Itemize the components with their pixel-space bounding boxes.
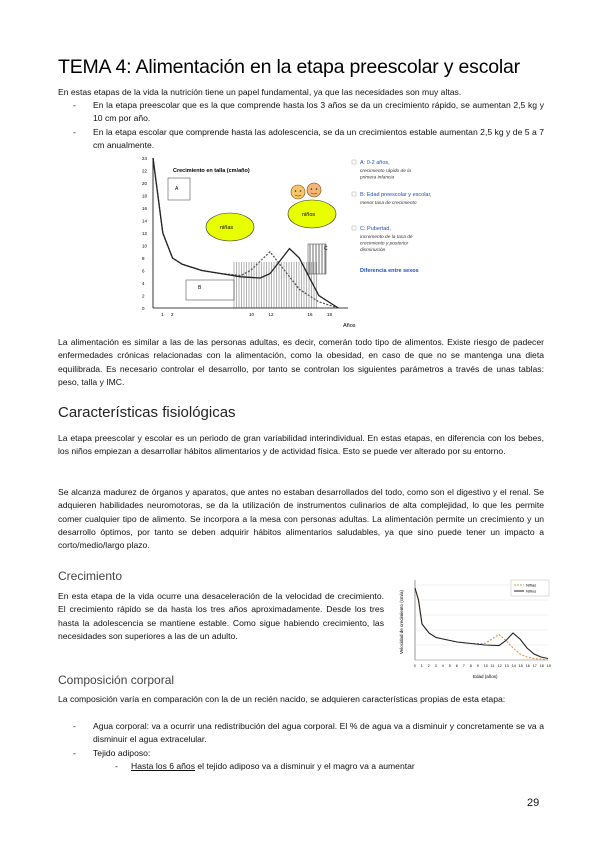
stage-box-b-label: B	[198, 285, 202, 291]
legend-item-desc: disminución	[360, 248, 386, 253]
legend-item-desc: incremento de la tasa de	[360, 235, 413, 240]
crecimiento-title: Crecimiento	[58, 569, 123, 583]
bullet-marker: -	[73, 127, 76, 137]
x-tick-label: 2	[171, 312, 174, 317]
composicion-title: Composición corporal	[58, 673, 175, 687]
sub-bullet-underlined: Hasta los 6 años	[131, 761, 196, 771]
x-axis-label: Años	[343, 323, 356, 329]
x-tick-label: 6	[455, 664, 458, 668]
bullet-escolar: En la etapa escolar que comprende hasta las adolescencia, se da un crecimientos estable aumentan 2,5 kg y de 5 a 7 cm anualmente.	[93, 127, 544, 151]
chart-legend	[511, 580, 549, 596]
girl-face-icon	[291, 185, 305, 199]
stage-box-a	[168, 178, 190, 200]
x-tick-label: 16	[307, 312, 313, 317]
sub-bullet-rest: el tejido adiposo va a disminuir y el magro va a aumentar	[195, 761, 415, 771]
page-title: TEMA 4: Alimentación en la etapa preescolar y escolar	[58, 56, 520, 78]
fisiologicas-paragraph-2: Se alcanza madurez de órganos y aparatos, que antes no estaban desarrollados del todo, como son el digestivo y el renal. Se adquieren habilidades neuromotoras, se da la utilización de instrumentos culinarios de alta complejidad, lo que les permite comer cualquier tipo de alimento. Se incorpora a la mesa con personas adultas. La alimentación permite un crecimiento y un desarrollo óptimos, por tanto se deben adquirir hábitos alimentarios saludables, ya que sino puede tener un impacto a corto/medio/largo plazo.	[58, 487, 544, 551]
stage-box-a-label: A	[175, 186, 179, 192]
x-tick-label: 14	[511, 664, 516, 668]
y-tick-label: 14	[142, 218, 148, 224]
legend-marker	[352, 192, 356, 196]
y-tick-label: 12	[142, 231, 148, 236]
x-tick-label: 0	[413, 664, 416, 668]
x-tick-label: 1	[420, 664, 423, 668]
y-tick-label: 0	[142, 306, 145, 311]
fisiologicas-paragraph-1: La etapa preescolar y escolar es un periodo de gran variabilidad interindividual. En estas etapas, en diferencia con los bebes, los niños empiezan a desarrollar hábitos alimentarios y de actividad física. Esto se puede ver alterado por su entorno.	[58, 433, 544, 457]
y-tick-label: 20	[142, 181, 148, 186]
x-tick-label: 12	[497, 664, 502, 668]
y-tick-label: 22	[142, 168, 148, 174]
legend-marker	[352, 160, 356, 164]
stage-box-b	[186, 280, 234, 300]
x-tick-label: 1	[161, 312, 164, 317]
bullet-marker: -	[73, 100, 76, 110]
x-tick-label: 7	[462, 664, 465, 668]
bullet-marker: -	[73, 721, 76, 731]
y-tick-label: 6	[142, 268, 145, 274]
boy-face-icon	[307, 183, 321, 197]
y-tick-label: 16	[142, 206, 148, 211]
y-tick-label: 10	[142, 243, 148, 249]
x-tick-label: 3	[434, 664, 437, 668]
x-tick-label: 19	[546, 664, 551, 668]
x-tick-label: 2	[427, 664, 430, 668]
boys-bubble-label: niños	[302, 212, 316, 218]
alimentacion-paragraph: La alimentación es similar a las de las personas adultas, es decir, comerán todo tipo de alimentos. Existe riesgo de padecer enfermedades crónicas relacionadas con la alimentación, como la obesidad, en caso de que no se mantenga una dieta equilibrada. Es necesario controlar el desarrollo, por tanto se controlan los siguientes parámetros a través de unas tablas: peso, talla y IMC.	[58, 337, 544, 387]
legend-item-desc: crecimiento y posterior	[360, 241, 409, 247]
stage-box-c-label: C	[324, 246, 328, 252]
x-tick-label: 18	[327, 312, 333, 317]
bullet-marker: -	[73, 748, 76, 758]
bullet-tejido-adiposo: Tejido adiposo:	[93, 748, 151, 758]
intro-paragraph: En estas etapas de la vida la nutrición tiene un papel fundamental, ya que las necesidades son muy altas.	[58, 87, 462, 97]
y-tick-label: 8	[142, 256, 145, 261]
bullet-preescolar: En la etapa preescolar que es la que comprende hasta los 3 años se da un crecimiento rápido, se aumentan 2,5 kg y 10 cm por año.	[93, 100, 544, 124]
crecimiento-paragraph: En esta etapa de la vida ocurre una desaceleración de la velocidad de crecimiento. El crecimiento rápido se da hasta los tres años aproximadamente. Desde los tres hasta la adolescencia se mantiene estable. Como sigue habiendo crecimiento, las necesidades son superiores a las de un adulto.	[58, 591, 384, 641]
girls-bubble-label: niñas	[220, 225, 234, 231]
legend-item-title: A: 0-2 años,	[360, 160, 390, 166]
legend-item-desc: primera infancia	[360, 175, 395, 181]
x-tick-label: 10	[249, 312, 255, 317]
legend-marker	[352, 226, 356, 230]
growth-velocity-by-sex-chart	[393, 574, 553, 686]
sub-bullet-marker: -	[115, 761, 118, 771]
y-tick-label: 24	[142, 156, 148, 161]
y-tick-label: 18	[142, 193, 148, 199]
x-tick-label: 13	[504, 664, 509, 668]
x-tick-label: 8	[469, 664, 472, 668]
chart-title: Crecimiento en talla (cm/año)	[173, 168, 250, 174]
x-axis-label: Edad (años)	[473, 674, 498, 679]
bullet-agua-corporal: Agua corporal: va a ocurrir una redistribución del agua corporal. El % de agua va a disminuir y concretamente se va a disminuir el agua extracelular.	[93, 721, 544, 745]
sub-bullet-adiposo	[131, 760, 544, 773]
x-tick-label: 5	[448, 664, 451, 668]
x-tick-label: 16	[525, 664, 530, 668]
y-tick-label: 2	[142, 293, 145, 299]
legend-item-title: B: Edad preescolar y escolar,	[360, 192, 432, 198]
growth-velocity-figure	[138, 152, 538, 332]
section-title: Características fisiológicas	[58, 404, 236, 421]
y-tick-label: 4	[142, 281, 145, 286]
page-number: 29	[527, 797, 540, 809]
y-axis-label: Velocidad de crecimiento (cm/a)	[399, 589, 404, 654]
x-tick-label: 12	[268, 312, 274, 317]
legend-footer: Diferencia entre sexos	[360, 268, 419, 274]
x-tick-label: 18	[539, 664, 544, 668]
legend-boys-label: Niños	[526, 588, 537, 594]
x-tick-label: 10	[483, 664, 488, 668]
legend-item-desc: menor tasa de crecimiento	[360, 201, 417, 206]
x-tick-label: 15	[518, 664, 523, 668]
x-tick-label: 11	[490, 664, 495, 668]
composicion-paragraph: La composición varía en comparación con la de un recién nacido, se adquieren características propias de esta etapa:	[58, 694, 506, 704]
legend-item-desc: crecimiento rápido de la	[360, 169, 411, 174]
legend-item-title: C: Pubertad,	[360, 226, 391, 232]
x-tick-label: 4	[441, 664, 444, 668]
legend-girls-label: Niñas	[526, 582, 537, 588]
x-tick-label: 9	[476, 664, 479, 668]
x-tick-label: 17	[532, 664, 537, 668]
